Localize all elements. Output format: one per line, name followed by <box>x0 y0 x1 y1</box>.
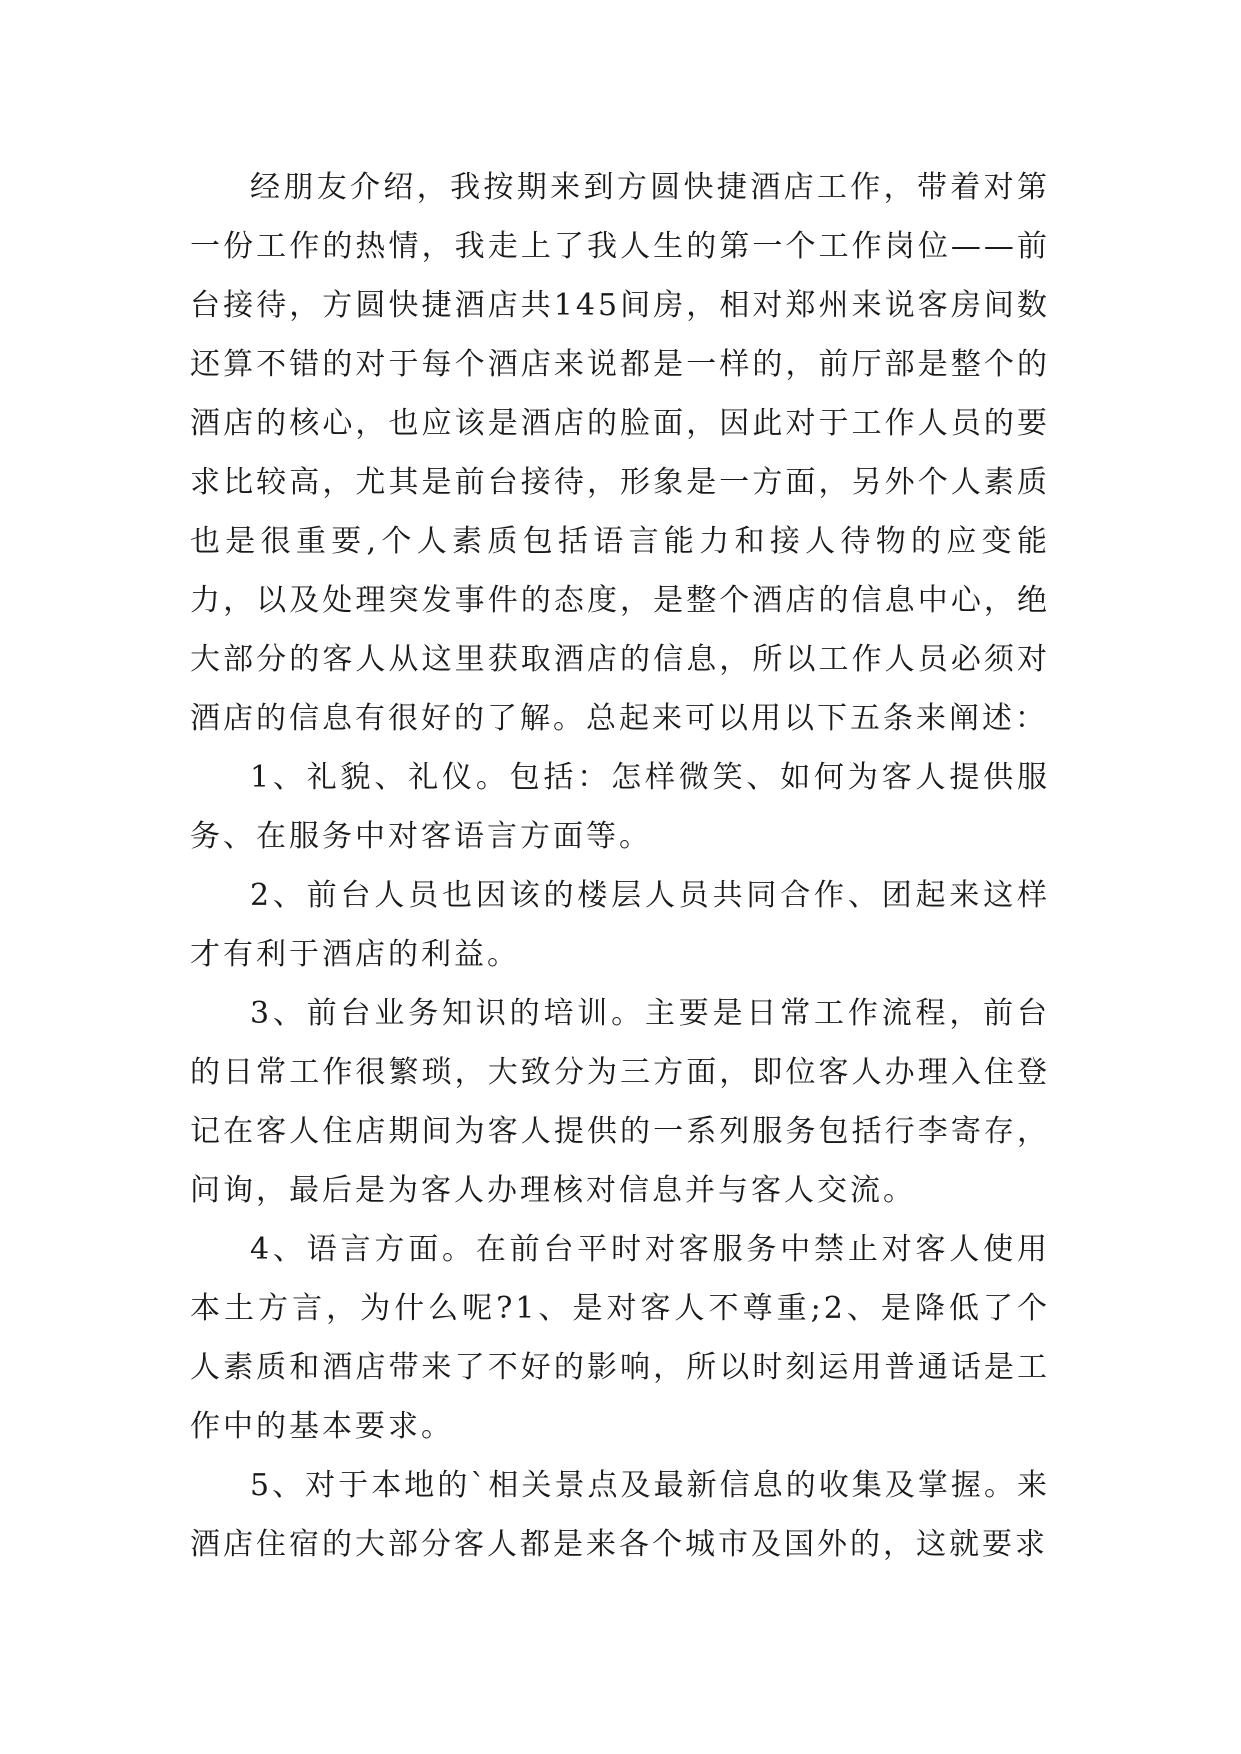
paragraph-item-3: 3、前台业务知识的培训。主要是日常工作流程，前台的日常工作很繁琐，大致分为三方面，即位客人办理入住登记在客人住店期间为客人提供的一系列服务包括行李寄存，问询，最后是为客人办理核对信息并与客人交流。 <box>190 996 1050 1208</box>
paragraph-item-5: 5、对于本地的`相关景点及最新信息的收集及掌握。来酒店住宿的大部分客人都是来各个城市及国外的，这就要求 <box>190 1468 1050 1562</box>
paragraph-item-2: 2、前台人员也因该的楼层人员共同合作、团起来这样才有利于酒店的利益。 <box>190 878 1050 972</box>
document-body <box>190 158 1050 1574</box>
paragraph-intro: 经朋友介绍，我按期来到方圆快捷酒店工作，带着对第一份工作的热情，我走上了我人生的第一个工作岗位——前台接待，方圆快捷酒店共145间房，相对郑州来说客房间数还算不错的对于每个酒店来说都是一样的，前厅部是整个的酒店的核心，也应该是酒店的脸面，因此对于工作人员的要求比较高，尤其是前台接待，形象是一方面，另外个人素质也是很重要,个人素质包括语言能力和接人待物的应变能力，以及处理突发事件的态度，是整个酒店的信息中心，绝大部分的客人从这里获取酒店的信息，所以工作人员必须对酒店的信息有很好的了解。总起来可以用以下五条来阐述： <box>190 170 1050 736</box>
paragraph-item-4: 4、语言方面。在前台平时对客服务中禁止对客人使用本土方言，为什么呢?1、是对客人不尊重;2、是降低了个人素质和酒店带来了不好的影响，所以时刻运用普通话是工作中的基本要求。 <box>190 1232 1050 1444</box>
paragraph-item-1: 1、礼貌、礼仪。包括：怎样微笑、如何为客人提供服务、在服务中对客语言方面等。 <box>190 760 1050 854</box>
